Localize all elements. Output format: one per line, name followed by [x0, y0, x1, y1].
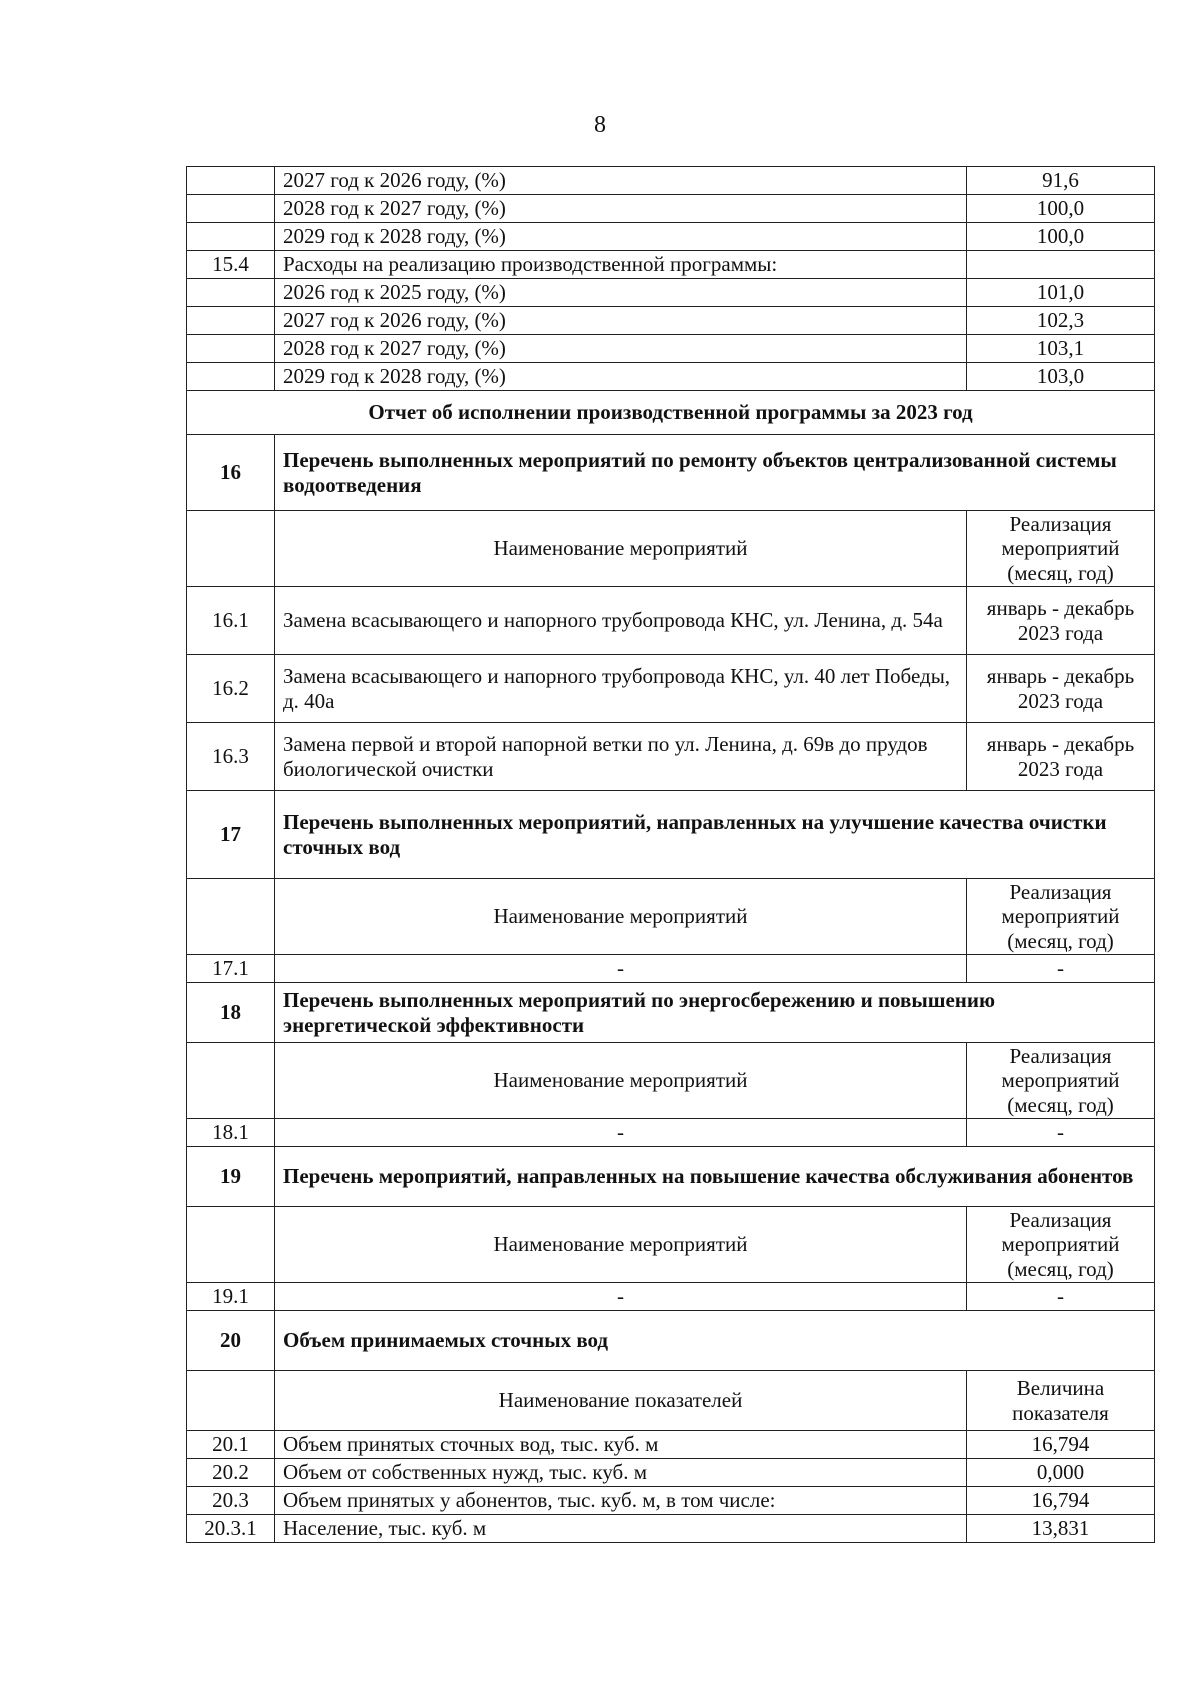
table-row [187, 251, 1155, 279]
row-text: - [275, 955, 967, 983]
row-value: 13,831 [967, 1515, 1155, 1543]
row-text: Объем от собственных нужд, тыс. куб. м [275, 1459, 967, 1487]
column-header-row [187, 1207, 1155, 1283]
column-header-row [187, 879, 1155, 955]
page-number: 8 [594, 112, 606, 138]
row-text: - [275, 1283, 967, 1311]
column-header-name: Наименование мероприятий [275, 1043, 967, 1119]
row-text: Объем принятых у абонентов, тыс. куб. м, в том числе: [275, 1487, 967, 1515]
table-row [187, 1119, 1155, 1147]
table-row [187, 587, 1155, 655]
row-text: Расходы на реализацию производственной программы: [275, 251, 967, 279]
table-row [187, 655, 1155, 723]
row-text: Население, тыс. куб. м [275, 1515, 967, 1543]
column-header-row [187, 1371, 1155, 1431]
column-header-name: Наименование мероприятий [275, 1207, 967, 1283]
section-title: Перечень мероприятий, направленных на повышение качества обслуживания абонентов [275, 1147, 1155, 1207]
row-implementation: - [967, 955, 1155, 983]
section-header-20 [187, 1311, 1155, 1371]
row-text: - [275, 1119, 967, 1147]
row-value: 16,794 [967, 1487, 1155, 1515]
column-header-value: Величина показателя [967, 1371, 1155, 1431]
row-implementation: январь - декабрь 2023 года [967, 587, 1155, 655]
row-number [187, 279, 275, 307]
row-value: 103,1 [967, 335, 1155, 363]
section-header-16 [187, 435, 1155, 511]
row-text: Объем принятых сточных вод, тыс. куб. м [275, 1431, 967, 1459]
row-implementation: январь - декабрь 2023 года [967, 655, 1155, 723]
row-number: 18.1 [187, 1119, 275, 1147]
row-value: 100,0 [967, 195, 1155, 223]
row-number: 20.3 [187, 1487, 275, 1515]
row-number: 20.3.1 [187, 1515, 275, 1543]
column-header-name: Наименование мероприятий [275, 511, 967, 587]
report-title-row [187, 391, 1155, 435]
column-header-implementation: Реализация мероприятий (месяц, год) [967, 511, 1155, 587]
column-header-implementation: Реализация мероприятий (месяц, год) [967, 1207, 1155, 1283]
row-number [187, 167, 275, 195]
table-row [187, 223, 1155, 251]
section-number: 18 [187, 983, 275, 1043]
row-number [187, 195, 275, 223]
row-text: 2026 год к 2025 году, (%) [275, 279, 967, 307]
row-number: 16.2 [187, 655, 275, 723]
table-row [187, 363, 1155, 391]
section-title: Объем принимаемых сточных вод [275, 1311, 1155, 1371]
table-row [187, 279, 1155, 307]
row-value: 102,3 [967, 307, 1155, 335]
table-row [187, 335, 1155, 363]
row-text: 2029 год к 2028 году, (%) [275, 223, 967, 251]
row-value: 103,0 [967, 363, 1155, 391]
row-number [187, 307, 275, 335]
table-row [187, 1459, 1155, 1487]
report-title: Отчет об исполнении производственной программы за 2023 год [187, 391, 1155, 435]
row-value: 100,0 [967, 223, 1155, 251]
section-number: 19 [187, 1147, 275, 1207]
section-title: Перечень выполненных мероприятий по энергосбережению и повышению энергетической эффективности [275, 983, 1155, 1043]
table-row [187, 1515, 1155, 1543]
column-header-implementation: Реализация мероприятий (месяц, год) [967, 879, 1155, 955]
column-header-name: Наименование мероприятий [275, 879, 967, 955]
row-implementation: - [967, 1283, 1155, 1311]
row-value: 0,000 [967, 1459, 1155, 1487]
section-header-17 [187, 791, 1155, 879]
table-row [187, 167, 1155, 195]
row-text: 2027 год к 2026 году, (%) [275, 167, 967, 195]
table-row [187, 1283, 1155, 1311]
table-row [187, 1431, 1155, 1459]
row-text: Замена первой и второй напорной ветки по ул. Ленина, д. 69в до прудов биологической очистки [275, 723, 967, 791]
row-text: 2028 год к 2027 году, (%) [275, 195, 967, 223]
table-row [187, 307, 1155, 335]
row-number: 17.1 [187, 955, 275, 983]
section-number: 20 [187, 1311, 275, 1371]
column-header-implementation: Реализация мероприятий (месяц, год) [967, 1043, 1155, 1119]
section-header-18 [187, 983, 1155, 1043]
row-text: 2028 год к 2027 году, (%) [275, 335, 967, 363]
row-value [967, 251, 1155, 279]
row-text: 2027 год к 2026 году, (%) [275, 307, 967, 335]
row-value: 91,6 [967, 167, 1155, 195]
row-value: 101,0 [967, 279, 1155, 307]
section-number: 17 [187, 791, 275, 879]
row-number [187, 223, 275, 251]
row-implementation: - [967, 1119, 1155, 1147]
row-number [187, 363, 275, 391]
table-row [187, 1487, 1155, 1515]
row-value: 16,794 [967, 1431, 1155, 1459]
column-header-row [187, 511, 1155, 587]
row-number: 19.1 [187, 1283, 275, 1311]
section-header-19 [187, 1147, 1155, 1207]
row-number: 20.2 [187, 1459, 275, 1487]
table-row [187, 723, 1155, 791]
row-number: 16.1 [187, 587, 275, 655]
column-header-row [187, 1043, 1155, 1119]
column-header-name: Наименование показателей [275, 1371, 967, 1431]
row-number: 16.3 [187, 723, 275, 791]
row-text: Замена всасывающего и напорного трубопровода КНС, ул. Ленина, д. 54а [275, 587, 967, 655]
program-table [186, 166, 1155, 1543]
row-number: 20.1 [187, 1431, 275, 1459]
section-number: 16 [187, 435, 275, 511]
section-title: Перечень выполненных мероприятий, направленных на улучшение качества очистки сточных вод [275, 791, 1155, 879]
table-row [187, 195, 1155, 223]
table-row [187, 955, 1155, 983]
row-number [187, 335, 275, 363]
row-implementation: январь - декабрь 2023 года [967, 723, 1155, 791]
row-number: 15.4 [187, 251, 275, 279]
row-text: 2029 год к 2028 году, (%) [275, 363, 967, 391]
section-title: Перечень выполненных мероприятий по ремонту объектов централизованной системы водоотведения [275, 435, 1155, 511]
row-text: Замена всасывающего и напорного трубопровода КНС, ул. 40 лет Победы, д. 40а [275, 655, 967, 723]
